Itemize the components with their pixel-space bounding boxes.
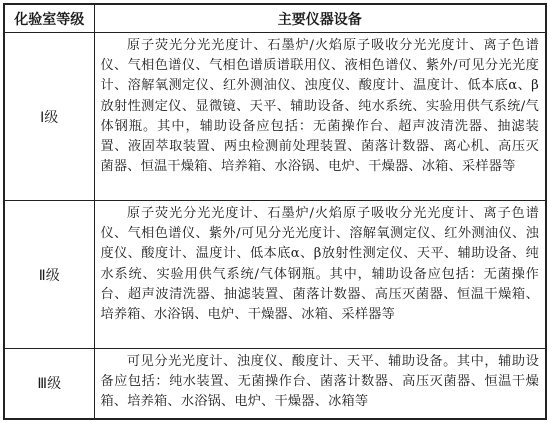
header-lab-level: 化验室等级: [4, 4, 94, 33]
table-row-level-2: [4, 201, 546, 349]
level-cell: Ⅱ级: [4, 201, 94, 349]
equipment-cell: 原子荧光分光光度计、石墨炉/火焰原子吸收分光光度计、离子色谱仪、气相色谱仪、气相色谱质谱联用仪、液相色谱仪、紫外/可见分光光度计、溶解氧测定仪、红外测油仪、浊度仪、酸度计、温度计、低本底α、β放射性测定仪、显微镜、天平、辅助设备、纯水系统、实验用供气系统/气体钢瓶。其中，辅助设备应包括：无菌操作台、超声波清洗器、抽滤装置、液固萃取装置、两虫检测前处理装置、菌落计数器、离心机、高压灭菌器、恒温干燥箱、培养箱、水浴锅、电炉、干燥器、冰箱、采样器等: [94, 33, 546, 201]
equipment-table-container: [3, 3, 547, 419]
level-cell: Ⅲ级: [4, 349, 94, 419]
equipment-cell: 可见分光光度计、浊度仪、酸度计、天平、辅助设备。其中，辅助设备应包括：纯水装置、无菌操作台、菌落计数器、高压灭菌器、恒温干燥箱、培养箱、水浴锅、电炉、干燥器、冰箱等: [94, 349, 546, 419]
table-row-level-1: [4, 33, 546, 201]
level-cell: Ⅰ级: [4, 33, 94, 201]
lab-equipment-table: [3, 3, 547, 420]
header-main-equipment: 主要仪器设备: [94, 4, 546, 33]
equipment-cell: 原子荧光分光光度计、石墨炉/火焰原子吸收分光光度计、离子色谱仪、气相色谱仪、紫外/可见分光光度计、溶解氧测定仪、红外测油仪、浊度仪、酸度计、温度计、低本底α、β放射性测定仪、天平、辅助设备、纯水系统、实验用供气系统/气体钢瓶。其中，辅助设备应包括：无菌操作台、超声波清洗器、抽滤装置、菌落计数器、高压灭菌器、恒温干燥箱、培养箱、水浴锅、电炉、干燥器、冰箱、采样器等: [94, 201, 546, 349]
table-header-row: [4, 4, 546, 33]
table-row-level-3: [4, 349, 546, 419]
